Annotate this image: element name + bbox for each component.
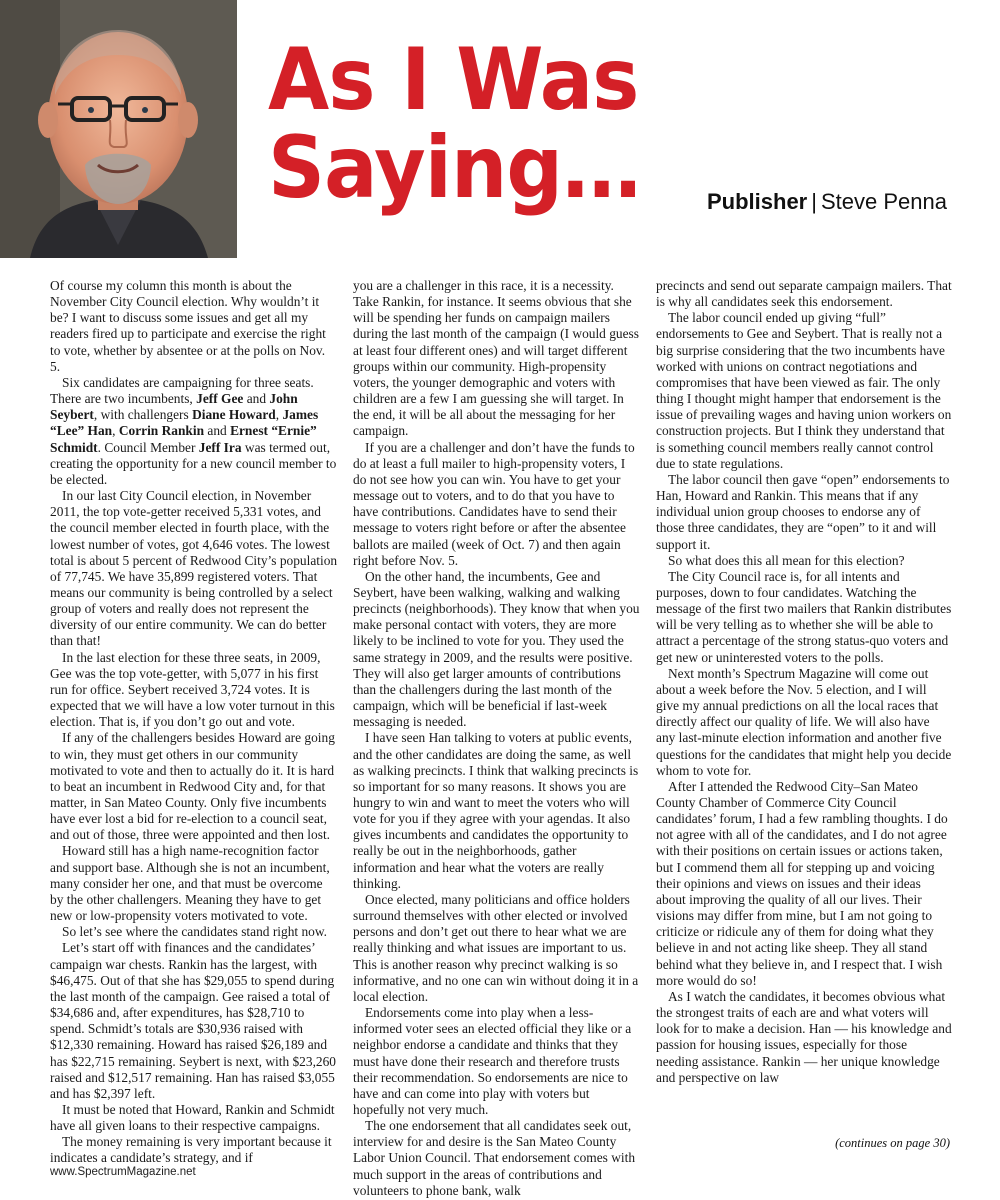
paragraph: In the last election for these three seats, in 2009, Gee was the top vote-getter, with 5,077 in his first run for office. Seybert received 3,724 votes. It is expected that we will have a low voter turnout in this election. That is, if you don’t go out and vote. (50, 649, 335, 730)
author-photo (0, 0, 237, 258)
candidate-name: James “Lee” Han (50, 407, 319, 439)
paragraph: precincts and send out separate campaign mailers. That is why all candidates seek this endorsement. (656, 278, 952, 310)
paragraph: It must be noted that Howard, Rankin and Schmidt have all given loans to their respective campaigns. (50, 1101, 335, 1134)
paragraph: After I attended the Redwood City–San Mateo County Chamber of Commerce City Council candidates’ forum, I had a few rambling thoughts. I do not agree with all of the candidates, and I do not agree with their positions on certain issues or actions taken, but I commend them all for stepping up and voicing their opinions and views on issues and their ideas about improving the quality of all our lives. Their visions may differ from mine, but I am not going to criticize or ridicule any of them for doing what they believe in and not acting like sheep. They all stand behind what they believe in, and I respect that. I wish more would do so! (656, 778, 948, 988)
byline (707, 189, 947, 215)
candidate-name: Jeff Gee (196, 391, 244, 407)
continues-note: (continues on page 30) (835, 1136, 950, 1150)
paragraph: Next month’s Spectrum Magazine will come out about a week before the Nov. 5 election, and I will give my annual predictions on all the local races that directly affect our quality of life. We will also have any last-minute election information and another five questions for the candidates that might help you decide whom to vote for. (656, 665, 952, 778)
paragraph-candidates: Six candidates are campaigning for three seats. There are two incumbents, Jeff Gee and John Seybert, with challengers Diane Howard, James “Lee” Han, Corrin Rankin and Ernest “Ernie” Schmidt. Council Member Jeff Ira was termed out, creating the opportunity for a new council member to be elected. (50, 374, 337, 487)
article-column-2 (353, 278, 641, 1199)
paragraph: The City Council race is, for all intents and purposes, down to four candidates. Watching the message of the first two mailers that Rankin distributes will be very telling as to whether she will be able to attract a percentage of the strong status-quo voters and get new or uninterested voters to the polls. (656, 568, 952, 665)
paragraph: Once elected, many politicians and office holders surround themselves with other elected or involved persons and don’t get out there to hear what we are really thinking and what issues are important to us. This is another reason why precinct walking is so informative, and no one can win without doing it in a local election. (353, 891, 639, 1004)
paragraph: you are a challenger in this race, it is a necessity. Take Rankin, for instance. It seems obvious that she will be spending her funds on campaign mailers during the last month of the campaign (I would guess at least four different ones) and will target different groups within our community. High-propensity voters, the younger demographic and voters with children are a few I am guessing she will target. In the end, it will be all about the messaging for her campaign. (353, 278, 639, 439)
candidate-name: Diane Howard (192, 407, 276, 423)
paragraph: Howard still has a high name-recognition factor and support base. Although she is not an incumbent, many consider her one, and that must be overcome by the other challengers. Meaning they have to get new or low-propensity voters motivated to vote. (50, 843, 330, 924)
paragraph: So let’s see where the candidates stand right now. (62, 924, 328, 940)
paragraph: If any of the challengers besides Howard are going to win, they must get others in our community motivated to vote and then to actually do it. It is hard to beat an incumbent in Redwood City and, for that matter, in San Mateo County. Only five incumbents have ever lost a bid for re-election to a council seat, and out of those, three were appointed and then lost. (50, 730, 335, 843)
paragraph: The one endorsement that all candidates seek out, interview for and desire is the San Mateo County Labor Union Council. That endorsement comes with much support in the areas of contributions and volunteers to phone bank, walk (353, 1118, 636, 1198)
council-member-name: Jeff Ira (198, 439, 242, 455)
headline (268, 30, 654, 218)
candidate-name: John Seybert (50, 391, 298, 423)
headline-line-1: As I Was (268, 30, 639, 130)
paragraph: On the other hand, the incumbents, Gee and Seybert, have been walking, walking and walking precincts (neighborhoods). They know that when you make personal contact with voters, they are more likely to be inclined to vote for you. They used the same strategy in 2009, and the results were positive. They will also get larger amounts of contributions than the challengers during the last month of the campaign, which will be beneficial if last-week messaging is needed. (353, 568, 640, 730)
paragraph: If you are a challenger and don’t have the funds to do at least a full mailer to high-propensity voters, I do not see how you can win. You have to get your message out to voters, and to do that you have to have contributions. Candidates have to send their message to voters right before or after the absentee ballots are mailed (week of Oct. 7) and then again right before Nov. 5. (353, 439, 635, 568)
candidate-name: Corrin Rankin (118, 423, 205, 439)
headline-line-2: Saying… (268, 118, 641, 218)
footer-url: www.SpectrumMagazine.net (50, 1166, 196, 1178)
paragraph: So what does this all mean for this election? (668, 552, 905, 568)
paragraph: As I watch the candidates, it becomes obvious what the strongest traits of each are and what voters will look for to make a decision. Han — his knowledge and passion for housing issues, especially for those needing assistance. Rankin — her unique knowledge and perspective on law (656, 988, 952, 1085)
candidate-name: Ernest “Ernie” Schmidt (50, 423, 317, 455)
byline-separator: | (811, 189, 817, 214)
byline-author: Steve Penna (820, 189, 947, 214)
byline-role: Publisher (707, 189, 808, 214)
paragraph: Endorsements come into play when a less-informed voter sees an elected official they like or a neighbor endorse a candidate and thinks that they must have done their research and therefore trusts their recommendation. So endorsements are nice to have and can come into play with voters but hopefully not very much. (353, 1005, 632, 1117)
article-column-1 (50, 278, 338, 1199)
paragraph: The labor council ended up giving “full” endorsements to Gee and Seybert. That is really not a big surprise considering that the two incumbents have worked with unions on contract negotiations and compromises that have been viewed as fair. The only thing I thought might hamper that endorsement is the issue of prevailing wages and having union workers on construction projects. But I think they understand that is something council members really cannot control due to state regulations. (656, 310, 952, 471)
article-column-3 (656, 278, 952, 1199)
paragraph: Of course my column this month is about the November City Council election. Why wouldn’t it be? I want to discuss some issues and get all my readers fired up to participate and exercise the right to vote, whether by absentee or at the polls on Nov. 5. (50, 278, 326, 374)
paragraph: The labor council then gave “open” endorsements to Han, Howard and Rankin. This means that if any individual union group chooses to endorse any of those three candidates, they are “open” to it and will support it. (656, 471, 950, 552)
paragraph: Let’s start off with finances and the candidates’ campaign war chests. Rankin has the largest, with $46,475. Out of that she has $29,055 to spend during the last month of the campaign. Gee raised a total of $34,686 and, after expenditures, has $28,710 to spend. Schmidt’s totals are $30,936 raised with $12,330 remaining. Howard has raised $26,189 and has $22,715 remaining. Seybert is next, with $23,260 raised and $12,517 remaining. Han has raised $3,055 and has $2,397 left. (50, 940, 337, 1101)
paragraph: I have seen Han talking to voters at public events, and the other candidates are doing the same, as well as walking precincts. I think that walking precincts is so important for so many reasons. It shows you are hungry to win and want to meet the voters who will vote for you if they agree with your agendas. It also gives incumbents and candidates the opportunity to really be out in the neighborhoods, gather information and hear what the voters are really thinking. (353, 730, 639, 891)
paragraph: The money remaining is very important because it indicates a candidate’s strategy, and if (50, 1134, 332, 1166)
paragraph: In our last City Council election, in November 2011, the top vote-getter received 5,331 votes, and the council member elected in fourth place, with the lowest number of votes, got 4,646 votes. The lowest total is about 5 percent of Redwood City’s population of 77,745. We have 35,899 registered voters. That means our community is being controlled by a select group of voters and really does not represent the diversity of our entire community. We can do better than that! (50, 488, 338, 649)
